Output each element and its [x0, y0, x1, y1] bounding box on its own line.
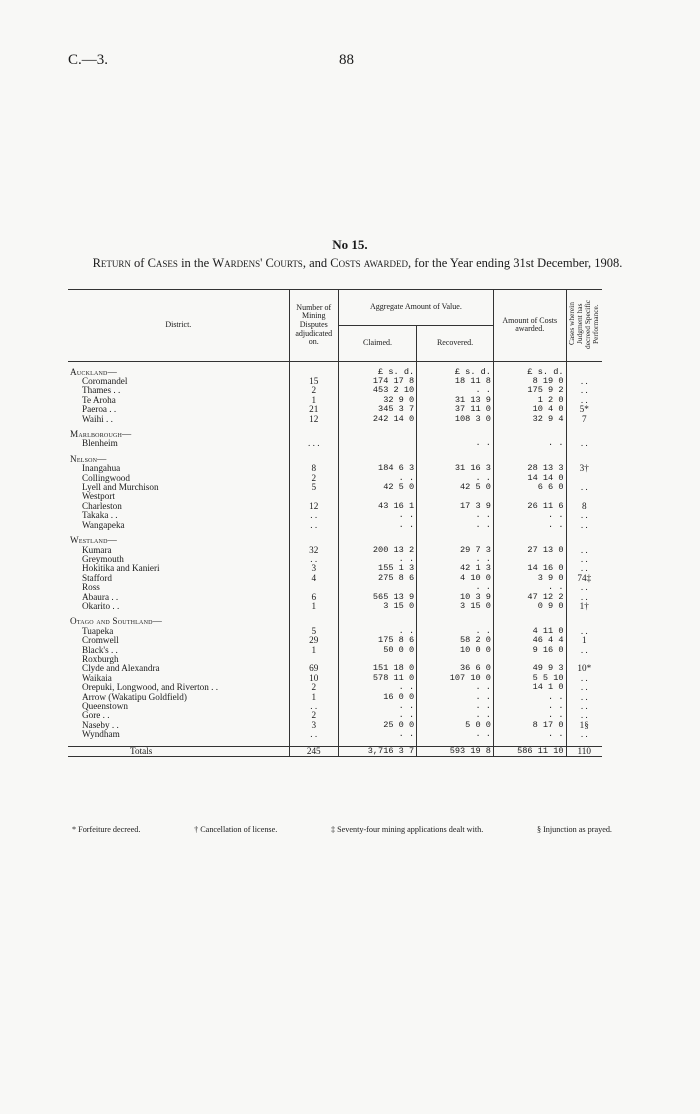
district-name: Arrow (Wakatipu Goldfield) [82, 691, 187, 702]
disputes-value: 4 [289, 574, 338, 583]
recovered-value: 58 2 0 [417, 636, 494, 645]
totals-disputes: 245 [289, 746, 338, 756]
table-row [68, 583, 602, 592]
claimed-value: 200 13 2 [338, 546, 416, 555]
recovered-value: 29 7 3 [417, 546, 494, 555]
district-name: Ross [82, 582, 100, 593]
specific-performance-value: . . [566, 377, 602, 386]
table-subtitle: Return of Cases in the Wardens' Courts, and Costs awarded, for the Year ending 31st December, 1908. [92, 256, 623, 270]
costs-value: 47 12 2 [493, 593, 566, 602]
district-name: Stafford [82, 572, 112, 583]
table-row [68, 377, 602, 386]
region-header [68, 455, 602, 464]
table-row [68, 415, 602, 424]
disputes-value: . . [289, 521, 338, 530]
district-name: Queenstown [82, 701, 128, 711]
district-name: Tuapeka [82, 625, 114, 636]
table-row [68, 564, 602, 573]
recovered-value: 37 11 0 [417, 405, 494, 414]
specific-performance-value: 1§ [566, 721, 602, 730]
costs-value: 10 4 0 [493, 405, 566, 414]
recovered-value: 31 13 9 [417, 396, 494, 405]
table-row [68, 511, 602, 520]
currency-claimed: £ s. d. [338, 368, 416, 377]
costs-value: 6 6 0 [493, 483, 566, 492]
claimed-value: . . [338, 627, 416, 636]
col-disputes: Number of Mining Disputes adjudicated on. [289, 290, 338, 362]
district-name: Te Aroha [82, 394, 116, 405]
footnote-injunction: § Injunction as prayed. [536, 825, 612, 834]
disputes-value: 2 [289, 711, 338, 720]
disputes-value: 10 [289, 674, 338, 683]
district-name: Coromandel [82, 376, 128, 386]
specific-performance-value: . . [566, 627, 602, 636]
specific-performance-value: . . [566, 396, 602, 405]
district-name: Lyell and Murchison [82, 482, 159, 493]
totals-costs: 586 11 10 [493, 746, 566, 756]
table-row [68, 396, 602, 405]
claimed-value [338, 439, 416, 448]
footnote-cancellation: † Cancellation of license. [194, 825, 278, 834]
table-row [68, 646, 602, 655]
costs-value: 3 9 0 [493, 574, 566, 583]
district-name: Takaka . . [82, 510, 118, 521]
specific-performance-value: . . [566, 521, 602, 530]
disputes-value: 12 [289, 502, 338, 511]
table-row [68, 521, 602, 530]
recovered-value: 36 6 0 [417, 664, 494, 673]
table-row [68, 574, 602, 583]
claimed-value: . . [338, 521, 416, 530]
claimed-value: 174 17 8 [338, 377, 416, 386]
specific-performance-value: . . [566, 683, 602, 692]
recovered-value: . . [417, 711, 494, 720]
footnotes [72, 825, 612, 834]
specific-performance-value: 10* [566, 664, 602, 673]
region-header [68, 368, 602, 377]
region-header [68, 617, 602, 626]
col-district: District. [68, 290, 289, 362]
claimed-value: . . [338, 555, 416, 564]
district-name: Roxburgh [82, 653, 119, 664]
disputes-value: 21 [289, 405, 338, 414]
claimed-value: 50 0 0 [338, 646, 416, 655]
district-name: Clyde and Alexandra [82, 663, 160, 674]
disputes-value: 3 [289, 564, 338, 573]
claimed-value: 32 9 0 [338, 396, 416, 405]
claimed-value: 151 18 0 [338, 664, 416, 673]
claimed-value: . . [338, 711, 416, 720]
region-name: Nelson— [70, 453, 107, 464]
table-row [68, 702, 602, 711]
col-aggregate: Aggregate Amount of Value. [338, 290, 493, 326]
specific-performance-value: . . [566, 583, 602, 592]
disputes-value: 2 [289, 474, 338, 483]
recovered-value: 17 3 9 [417, 502, 494, 511]
specific-performance-value: 7 [566, 415, 602, 424]
disputes-value: 69 [289, 664, 338, 673]
specific-performance-value: 5* [566, 405, 602, 414]
recovered-value: 18 11 8 [417, 377, 494, 386]
district-name: Inangahua [82, 463, 121, 474]
specific-performance-value: 8 [566, 502, 602, 511]
recovered-value: 42 1 3 [417, 564, 494, 573]
district-name: Charleston [82, 500, 122, 511]
disputes-value: . . . [289, 439, 338, 448]
district-name: Collingwood [82, 472, 130, 483]
disputes-value: 2 [289, 386, 338, 395]
specific-performance-value: . . [566, 646, 602, 655]
col-costs: Amount of Costs awarded. [493, 290, 566, 362]
claimed-value: . . [338, 702, 416, 711]
specific-performance-value: . . [566, 386, 602, 395]
recovered-value: 4 10 0 [417, 574, 494, 583]
recovered-value: . . [417, 627, 494, 636]
claimed-value: . . [338, 474, 416, 483]
recovered-value: 3 15 0 [417, 602, 494, 611]
footnote-applications: ‡ Seventy-four mining applications dealt with. [330, 825, 484, 834]
disputes-value: 2 [289, 683, 338, 692]
district-name: Abaura . . [82, 591, 119, 602]
table-row [68, 464, 602, 473]
costs-value: 49 9 3 [493, 664, 566, 673]
costs-value: . . [493, 702, 566, 711]
claimed-value: 242 14 0 [338, 415, 416, 424]
district-name: Wangapeka [82, 519, 125, 530]
recovered-value: 31 16 3 [417, 464, 494, 473]
disputes-value: 1 [289, 602, 338, 611]
recovered-value: . . [417, 474, 494, 483]
claimed-value: 565 13 9 [338, 593, 416, 602]
region-name: Auckland— [70, 366, 117, 377]
district-name: Naseby . . [82, 719, 119, 730]
currency-costs: £ s. d. [493, 368, 566, 377]
district-name: Thames . . [82, 385, 121, 396]
costs-value: 175 9 2 [493, 386, 566, 395]
disputes-value: . . [289, 702, 338, 711]
recovered-value: . . [417, 521, 494, 530]
specific-performance-value: . . [566, 439, 602, 448]
table-title: No 15. [332, 237, 368, 252]
totals-recovered: 593 19 8 [417, 746, 494, 756]
specific-performance-value: . . [566, 483, 602, 492]
costs-value: 9 16 0 [493, 646, 566, 655]
costs-value: 8 17 0 [493, 721, 566, 730]
table-row [68, 636, 602, 645]
costs-value: 1 2 0 [493, 396, 566, 405]
costs-value: 28 13 3 [493, 464, 566, 473]
disputes-value: 1 [289, 396, 338, 405]
recovered-value: . . [417, 555, 494, 564]
region-name: Westland— [70, 535, 117, 546]
specific-performance-value: . . [566, 730, 602, 739]
disputes-value: 5 [289, 483, 338, 492]
costs-value: 0 9 0 [493, 602, 566, 611]
table-row [68, 439, 602, 448]
table-row [68, 711, 602, 720]
claimed-value: . . [338, 683, 416, 692]
costs-value: 5 5 10 [493, 674, 566, 683]
recovered-value: 5 0 0 [417, 721, 494, 730]
district-name: Gore . . [82, 710, 110, 721]
table-row [68, 721, 602, 730]
table-row [68, 627, 602, 636]
disputes-value: 1 [289, 693, 338, 702]
district-name: Blenheim [82, 438, 118, 449]
table-row [68, 502, 602, 511]
page-reference: C.—3. [68, 52, 109, 68]
table-row [68, 405, 602, 414]
specific-performance-value: . . [566, 511, 602, 520]
totals-label: Totals [68, 746, 289, 756]
recovered-value: . . [417, 511, 494, 520]
col-claimed: Claimed. [338, 325, 416, 361]
district-name: Wyndham [82, 729, 120, 740]
returns-table [68, 289, 602, 757]
disputes-value: 6 [289, 593, 338, 602]
specific-performance-value: . . [566, 674, 602, 683]
claimed-value: 42 5 0 [338, 483, 416, 492]
table-row [68, 602, 602, 611]
region-header [68, 430, 602, 439]
disputes-value: 3 [289, 721, 338, 730]
costs-value: . . [493, 711, 566, 720]
claimed-value: 578 11 0 [338, 674, 416, 683]
district-name: Westport [82, 491, 115, 502]
table-row [68, 593, 602, 602]
totals-row [68, 746, 602, 756]
table-row [68, 730, 602, 739]
disputes-value: 12 [289, 415, 338, 424]
specific-performance-value: 1 [566, 636, 602, 645]
region-name: Marlborough— [70, 429, 132, 440]
disputes-value: . . [289, 730, 338, 739]
specific-performance-value: 3† [566, 464, 602, 473]
disputes-value: 15 [289, 377, 338, 386]
claimed-value: 453 2 10 [338, 386, 416, 395]
costs-value: 32 9 4 [493, 415, 566, 424]
district-name: Cromwell [82, 635, 119, 646]
recovered-value: 108 3 0 [417, 415, 494, 424]
costs-value: . . [493, 511, 566, 520]
page-number: 88 [339, 52, 354, 68]
totals-claimed: 3,716 3 7 [338, 746, 416, 756]
disputes-value: . . [289, 555, 338, 564]
col-recovered: Recovered. [417, 325, 494, 361]
table-body [68, 361, 602, 756]
costs-value: 14 1 0 [493, 683, 566, 692]
recovered-value: . . [417, 583, 494, 592]
claimed-value: . . [338, 730, 416, 739]
disputes-value: 32 [289, 546, 338, 555]
table-row [68, 693, 602, 702]
costs-value: 14 16 0 [493, 564, 566, 573]
disputes-value: 1 [289, 646, 338, 655]
specific-performance-value: . . [566, 593, 602, 602]
specific-performance-value: . . [566, 555, 602, 564]
claimed-value: 43 16 1 [338, 502, 416, 511]
disputes-value: 8 [289, 464, 338, 473]
recovered-value: . . [417, 439, 494, 448]
currency-claimed [338, 430, 416, 439]
district-name: Orepuki, Longwood, and Riverton . . [82, 682, 219, 693]
district-name: Waikaia [82, 672, 112, 683]
costs-value: 46 4 4 [493, 636, 566, 645]
costs-value: . . [493, 583, 566, 592]
claimed-value: 345 3 7 [338, 405, 416, 414]
disputes-value: 29 [289, 636, 338, 645]
currency-recovered: £ s. d. [417, 368, 494, 377]
district-name: Hokitika and Kanieri [82, 563, 160, 574]
disputes-value: . . [289, 511, 338, 520]
specific-performance-value: 1† [566, 602, 602, 611]
recovered-value: 10 3 9 [417, 593, 494, 602]
costs-value: 8 19 0 [493, 377, 566, 386]
district-name: Paeroa . . [82, 404, 117, 415]
claimed-value: 16 0 0 [338, 693, 416, 702]
specific-performance-value: . . [566, 564, 602, 573]
district-name: Waihi . . [82, 413, 113, 424]
costs-value: . . [493, 521, 566, 530]
costs-value: 27 13 0 [493, 546, 566, 555]
recovered-value: 107 10 0 [417, 674, 494, 683]
footnote-forfeiture: * Forfeiture decreed. [72, 825, 141, 834]
district-name: Okarito . . [82, 600, 120, 611]
table-row [68, 492, 602, 501]
costs-value: 26 11 6 [493, 502, 566, 511]
recovered-value: 42 5 0 [417, 483, 494, 492]
disputes-value: 5 [289, 627, 338, 636]
specific-performance-value: . . [566, 702, 602, 711]
claimed-value: . . [338, 511, 416, 520]
specific-performance-value: . . [566, 711, 602, 720]
totals-specific-performance: 110 [566, 746, 602, 756]
district-name: Kumara [82, 544, 112, 555]
costs-value: . . [493, 693, 566, 702]
region-name: Otago and Southland— [70, 616, 163, 627]
costs-value: 4 11 0 [493, 627, 566, 636]
claimed-value: 184 6 3 [338, 464, 416, 473]
recovered-value: . . [417, 730, 494, 739]
claimed-value: 25 0 0 [338, 721, 416, 730]
specific-performance-value: . . [566, 546, 602, 555]
specific-performance-value: 74‡ [566, 574, 602, 583]
table-row [68, 483, 602, 492]
recovered-value: . . [417, 683, 494, 692]
recovered-value: . . [417, 702, 494, 711]
claimed-value: 175 8 6 [338, 636, 416, 645]
region-header [68, 536, 602, 545]
district-name: Greymouth [82, 553, 124, 564]
costs-value: . . [493, 439, 566, 448]
col-specific-performance: Cases wherein Judgment has decreed Specific Performance. [566, 290, 602, 362]
claimed-value: 155 1 3 [338, 564, 416, 573]
district-name: Black's . . [82, 644, 118, 655]
specific-performance-value: . . [566, 693, 602, 702]
recovered-value: 10 0 0 [417, 646, 494, 655]
table-row [68, 546, 602, 555]
costs-value: 14 14 0 [493, 474, 566, 483]
table-row [68, 664, 602, 673]
recovered-value: . . [417, 386, 494, 395]
recovered-value: . . [417, 693, 494, 702]
table-row [68, 386, 602, 395]
claimed-value: 3 15 0 [338, 602, 416, 611]
costs-value: . . [493, 730, 566, 739]
claimed-value: 275 8 6 [338, 574, 416, 583]
